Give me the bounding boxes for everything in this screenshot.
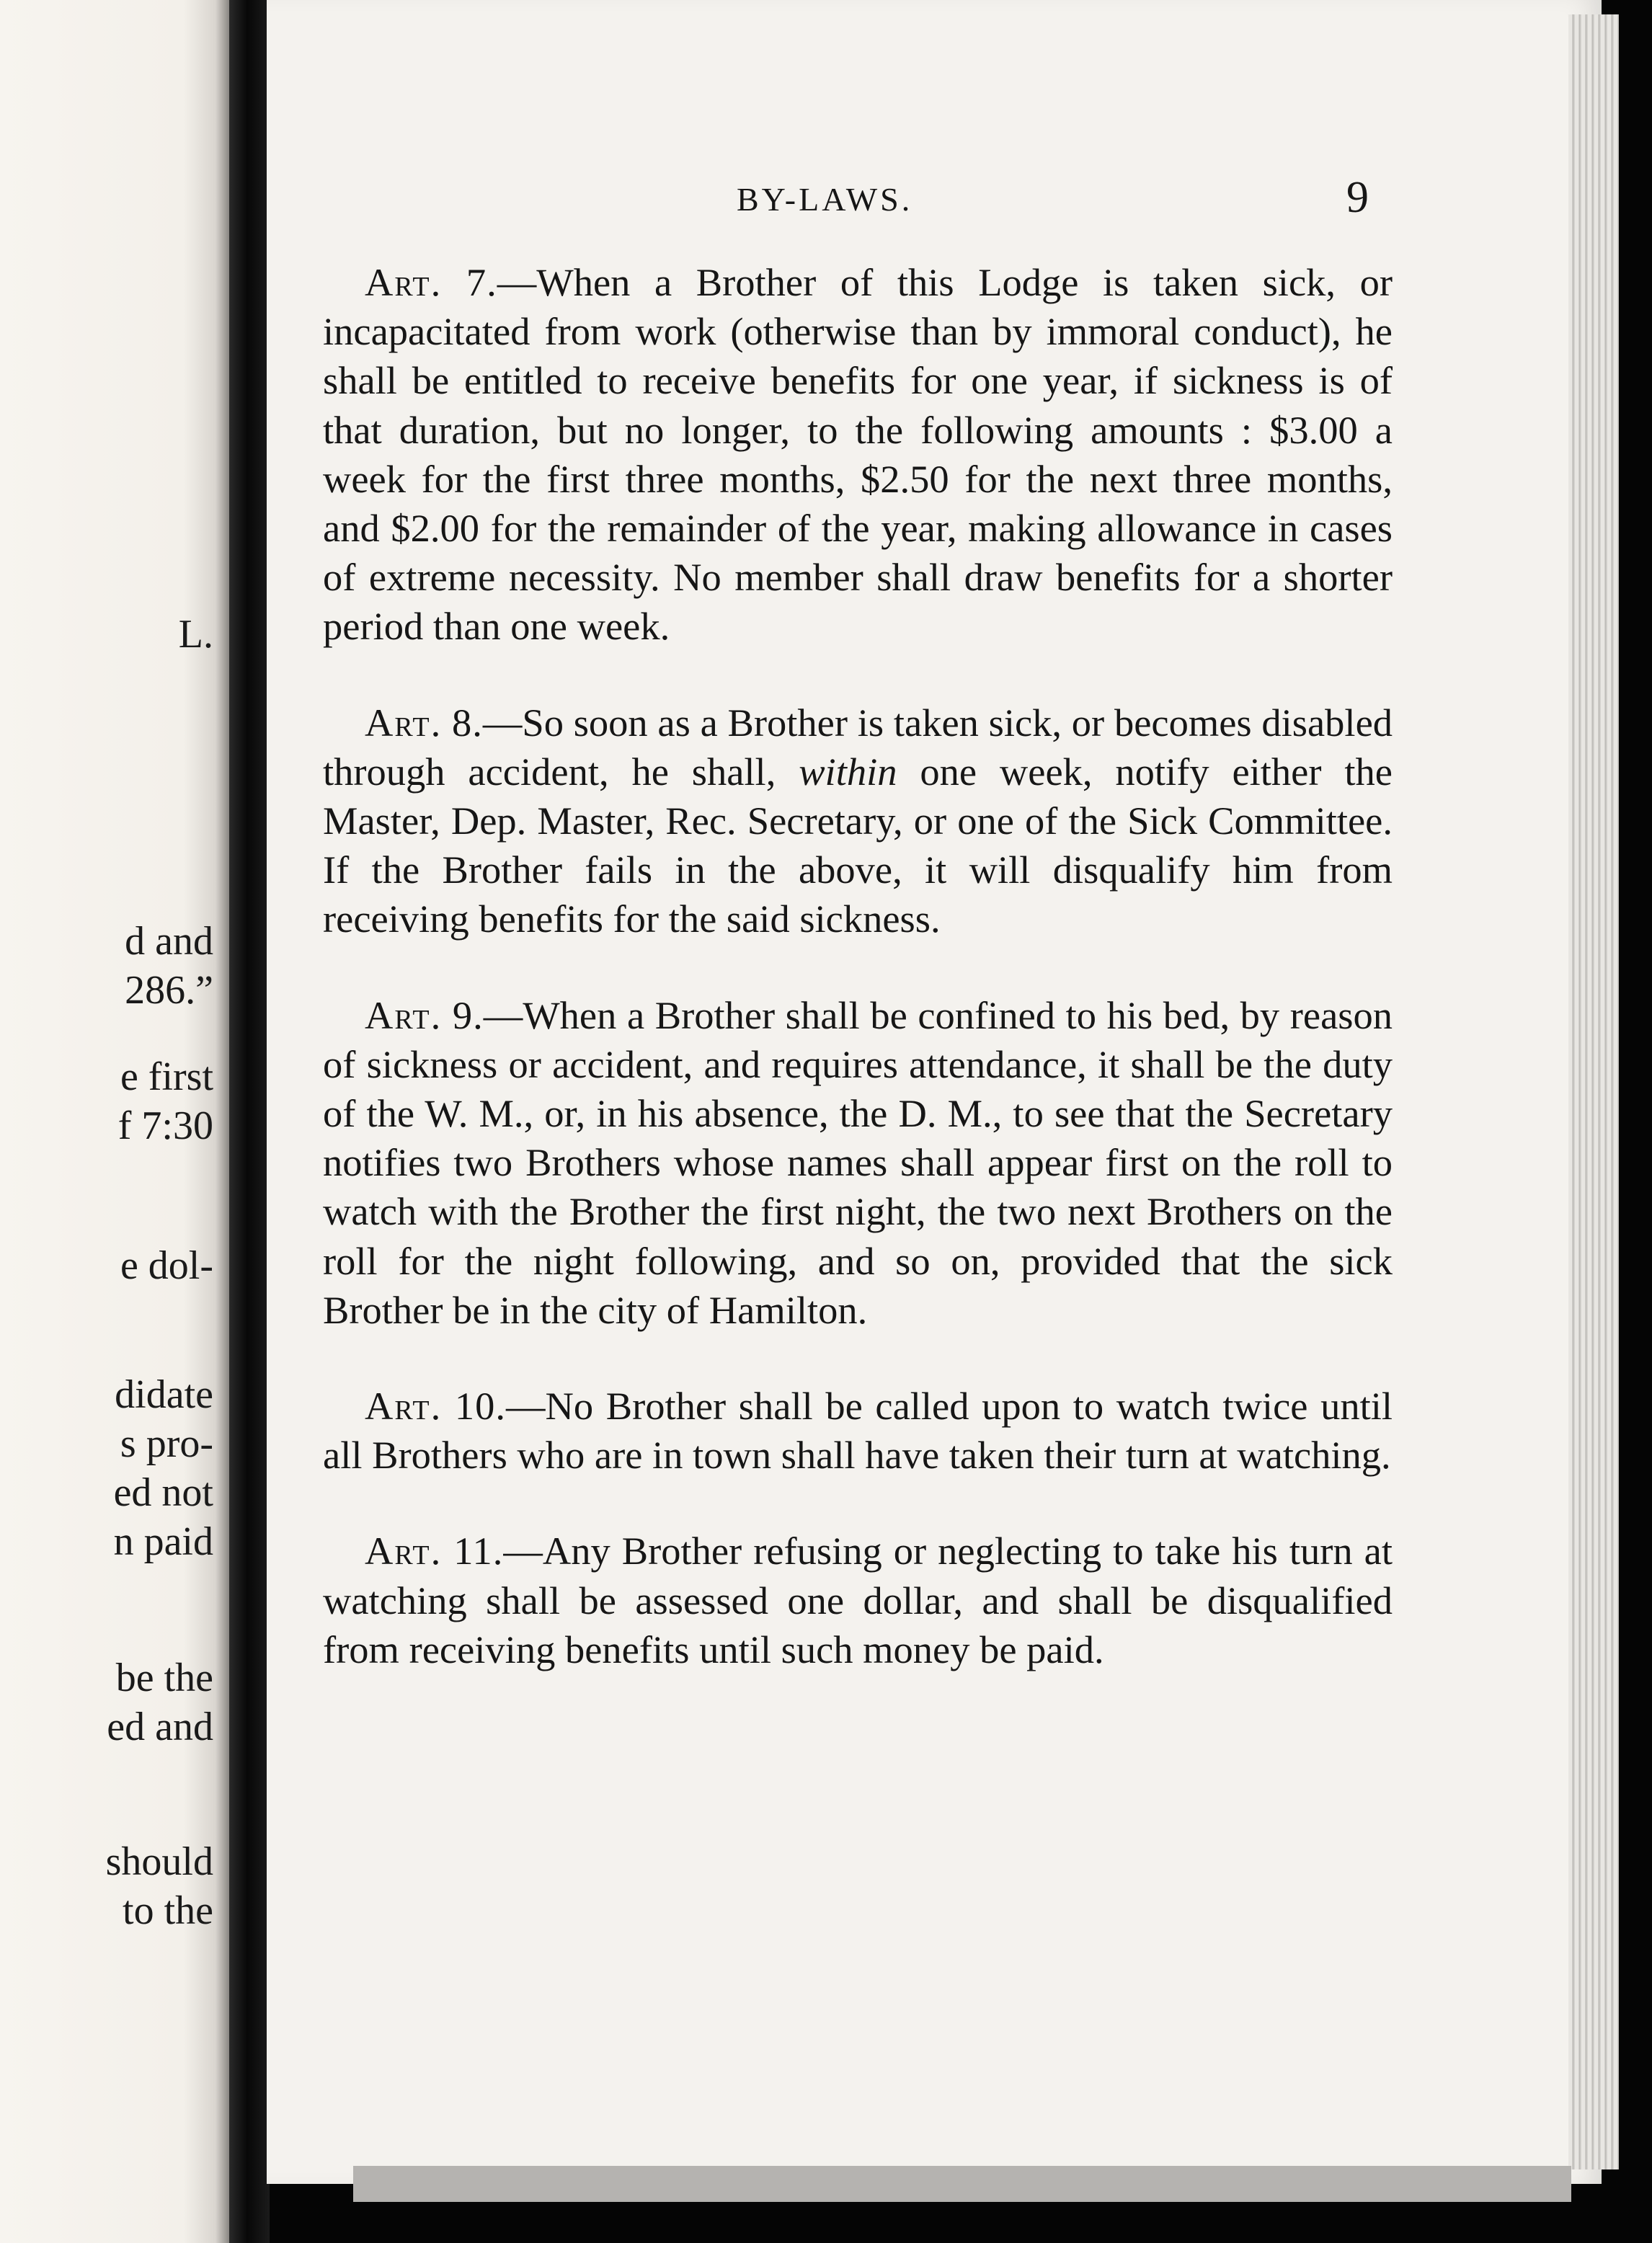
article-8 bbox=[323, 698, 1393, 944]
article-label: Art. bbox=[365, 260, 443, 304]
left-page-text-fragment: d and bbox=[125, 919, 213, 964]
left-page-text-fragment: s pro- bbox=[120, 1421, 213, 1466]
page-number: 9 bbox=[1346, 173, 1369, 222]
left-page-text-fragment: ed and bbox=[107, 1705, 213, 1749]
article-label: Art. bbox=[365, 1384, 443, 1429]
article-number: 11. bbox=[453, 1529, 504, 1573]
article-number: 8. bbox=[452, 700, 483, 745]
left-page-text-fragment: e first bbox=[120, 1054, 213, 1099]
article-text: —No Brother shall be called upon to watch twice until all Brothers who are in town shall have taken their turn at watching. bbox=[323, 1384, 1393, 1478]
left-page-text-fragment: should bbox=[105, 1839, 213, 1884]
article-label: Art. bbox=[365, 700, 443, 745]
article-emphasis: within bbox=[799, 749, 897, 794]
left-facing-page bbox=[0, 0, 229, 2243]
article-9 bbox=[323, 991, 1393, 1335]
left-page-text-fragment: ed not bbox=[113, 1470, 213, 1515]
left-page-text-fragment: be the bbox=[115, 1656, 213, 1700]
running-head: BY-LAWS. bbox=[737, 181, 913, 218]
article-11 bbox=[323, 1527, 1393, 1674]
left-page-text-fragment: didate bbox=[115, 1372, 213, 1417]
left-page-text-fragment: L. bbox=[178, 612, 213, 657]
article-text: —Any Brother refusing or neglecting to take his turn at watching shall be assessed one dollar, and shall be disqualified from receiving benefits until such money be paid. bbox=[323, 1529, 1393, 1671]
left-page-text-fragment: f 7:30 bbox=[117, 1103, 213, 1148]
left-page-text-fragment: n paid bbox=[113, 1519, 213, 1564]
article-number: 9. bbox=[452, 992, 484, 1037]
left-page-text-fragment: 286.” bbox=[125, 968, 213, 1013]
article-text: —When a Brother of this Lodge is taken sick, or incapacitated from work (otherwise than by immoral conduct), he shall be entitled to receive benefits for one year, if sickness is of that duration, but no longer, to the following amounts : $3.00 a week for the first three months, $2.50 for the next three months, and $2.00 for the remainder of the year, making allowance in cases of extreme necessity. No member shall draw benefits for a shorter period than one week. bbox=[323, 260, 1393, 649]
article-7 bbox=[323, 258, 1393, 652]
article-text: —When a Brother shall be confined to his bed, by reason of sickness or accident, and requires attendance, it shall be the duty of the W. M., or, in his absence, the D. M., to see that the Secretary notifies two Brothers whose names shall appear first on the roll to watch with the Brother the first night, the two next Brothers on the roll for the night following, and so on, provided that the sick Brother be in the city of Hamilton. bbox=[323, 992, 1393, 1332]
by-laws-text bbox=[323, 258, 1393, 1721]
page-edges bbox=[1568, 14, 1619, 2169]
page-header bbox=[267, 174, 1602, 225]
page-bottom-edge bbox=[353, 2166, 1571, 2202]
article-number: 7. bbox=[466, 260, 497, 304]
article-text-continued: one week, notify either the Master, Dep. Master, Rec. Secretary, or one of the Sick Committee. If the Brother fails in the above, it will disqualify him from receiving benefits for the said sickness. bbox=[323, 749, 1393, 941]
article-text: —So soon as a Brother is taken sick, or becomes disabled through accident, he shall, bbox=[323, 700, 1393, 794]
article-number: 10. bbox=[454, 1384, 506, 1429]
left-page-text-fragment: e dol- bbox=[120, 1243, 213, 1288]
article-10 bbox=[323, 1382, 1393, 1480]
article-label: Art. bbox=[365, 992, 443, 1037]
book-gutter bbox=[229, 0, 270, 2243]
left-page-text-fragment: to the bbox=[123, 1888, 213, 1933]
article-label: Art. bbox=[365, 1529, 443, 1573]
